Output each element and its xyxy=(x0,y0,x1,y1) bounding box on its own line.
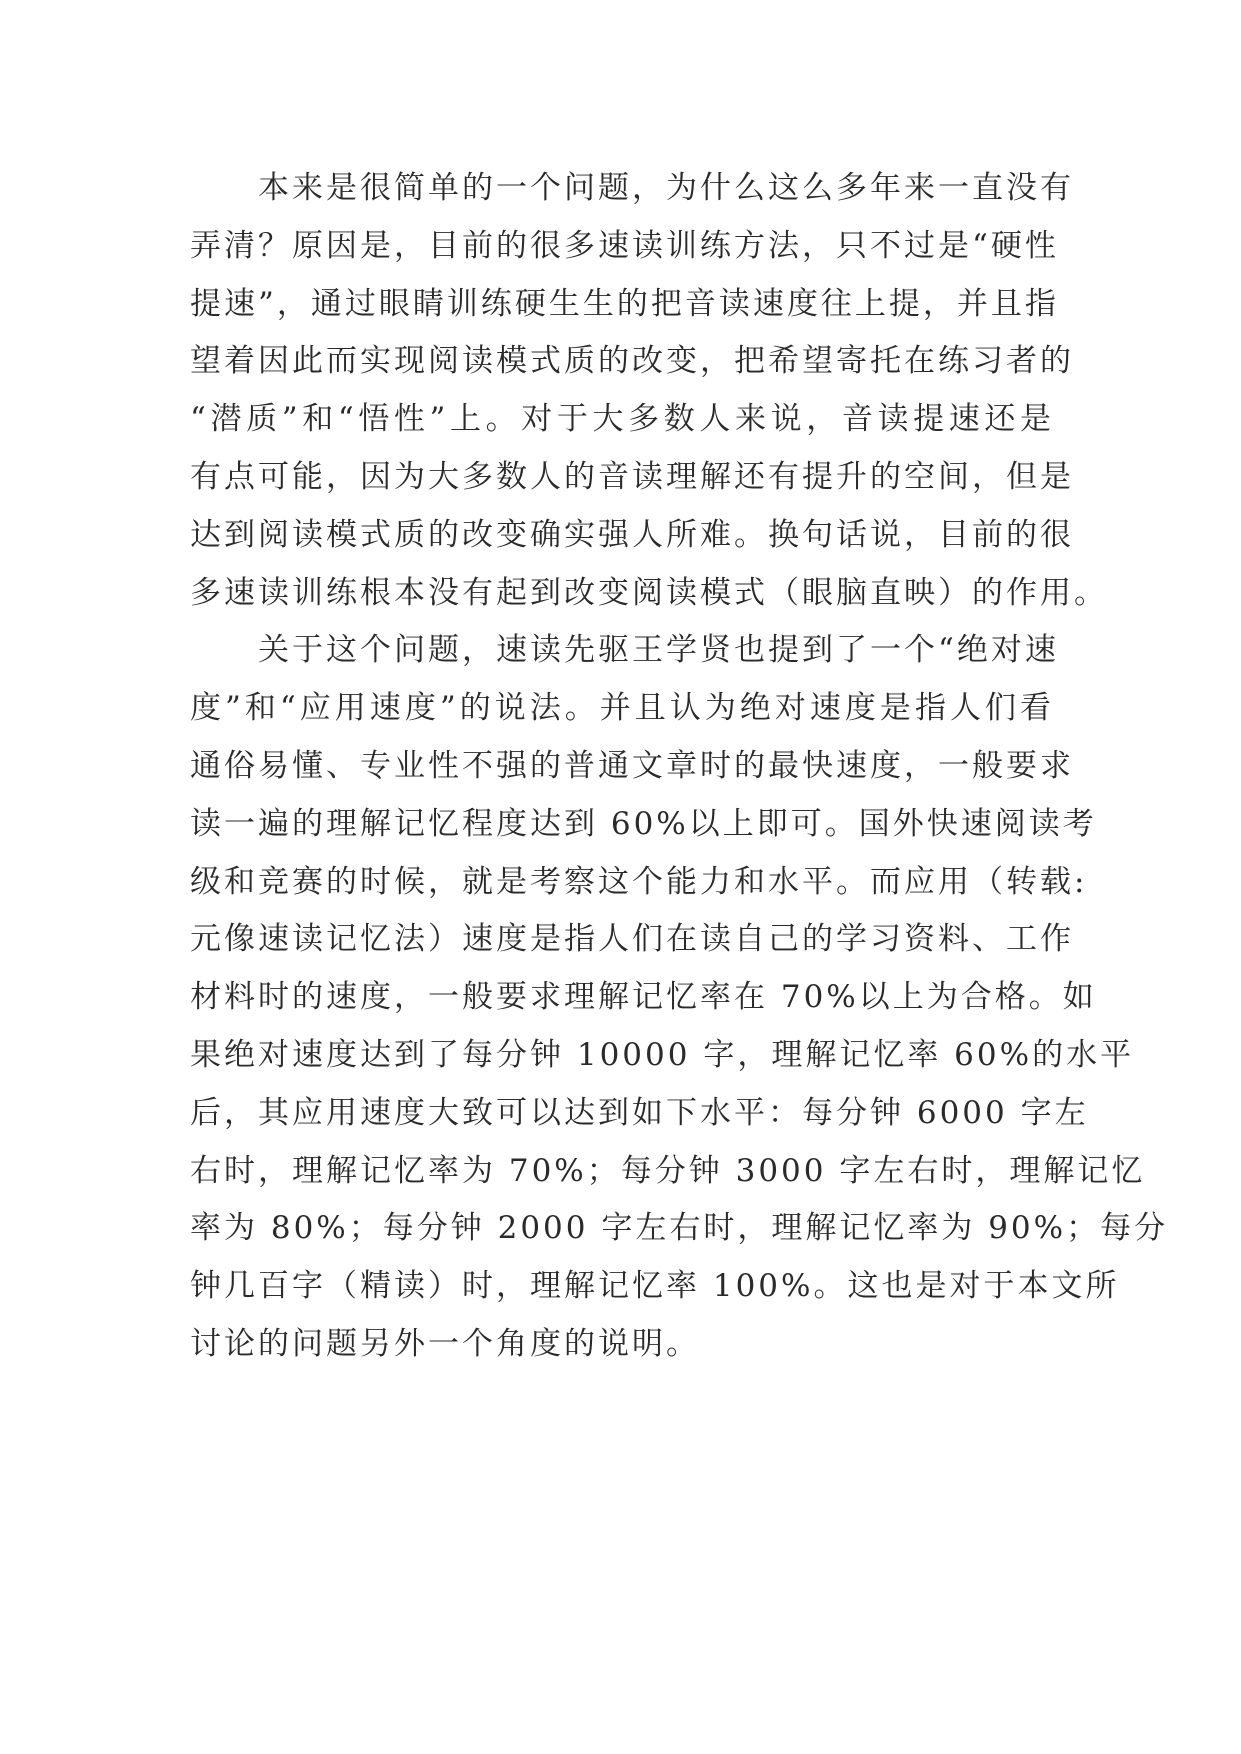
paragraph-2-line: 元像速读记忆法）速度是指人们在读自己的学习资料、工作 xyxy=(190,921,1074,958)
paragraph-1-line: “潜质”和“悟性”上。对于大多数人来说，音读提速还是 xyxy=(190,401,1054,438)
paragraph-1-line: 有点可能，因为大多数人的音读理解还有提升的空间，但是 xyxy=(190,458,1074,495)
paragraph-1-line: 多速读训练根本没有起到改变阅读模式（眼脑直映）的作用。 xyxy=(190,574,1108,611)
paragraph-1-line: 望着因此而实现阅读模式质的改变，把希望寄托在练习者的 xyxy=(190,343,1074,380)
paragraph-2-line: 度”和“应用速度”的说法。并且认为绝对速度是指人们看 xyxy=(190,690,1054,727)
paragraph-2-line: 后，其应用速度大致可以达到如下水平：每分钟 6000 字左 xyxy=(190,1094,1089,1131)
paragraph-2-line: 读一遍的理解记忆程度达到 60%以上即可。国外快速阅读考 xyxy=(190,805,1097,842)
paragraph-2-line: 钟几百字（精读）时，理解记忆率 100%。这也是对于本文所 xyxy=(190,1268,1120,1305)
paragraph-1-line: 提速”，通过眼睛训练硬生生的把音读速度往上提，并且指 xyxy=(190,285,1059,322)
body-text xyxy=(190,160,1169,1374)
paragraph-2-line: 讨论的问题另外一个角度的说明。 xyxy=(190,1325,700,1362)
paragraph-2-line: 率为 80%；每分钟 2000 字左右时，理解记忆率为 90%；每分 xyxy=(190,1210,1169,1247)
paragraph-1-line: 本来是很简单的一个问题，为什么这么多年来一直没有 xyxy=(190,170,1074,206)
paragraph-2-line: 右时，理解记忆率为 70%；每分钟 3000 字左右时，理解记忆 xyxy=(190,1152,1146,1189)
paragraph-2-line: 通俗易懂、专业性不强的普通文章时的最快速度，一般要求 xyxy=(190,747,1074,784)
paragraph-2-line: 关于这个问题，速读先驱王学贤也提到了一个“绝对速 xyxy=(190,632,1059,669)
paragraph-2-line: 级和竞赛的时候，就是考察这个能力和水平。而应用（转载: xyxy=(190,863,1088,900)
paragraph-2-line: 材料时的速度，一般要求理解记忆率在 70%以上为合格。如 xyxy=(190,979,1097,1016)
paragraph-2-line: 果绝对速度达到了每分钟 10000 字，理解记忆率 60%的水平 xyxy=(190,1036,1135,1073)
paragraph-1-line: 达到阅读模式质的改变确实强人所难。换句话说，目前的很 xyxy=(190,516,1074,553)
paragraph-1-line: 弄清？原因是，目前的很多速读训练方法，只不过是“硬性 xyxy=(190,227,1059,264)
